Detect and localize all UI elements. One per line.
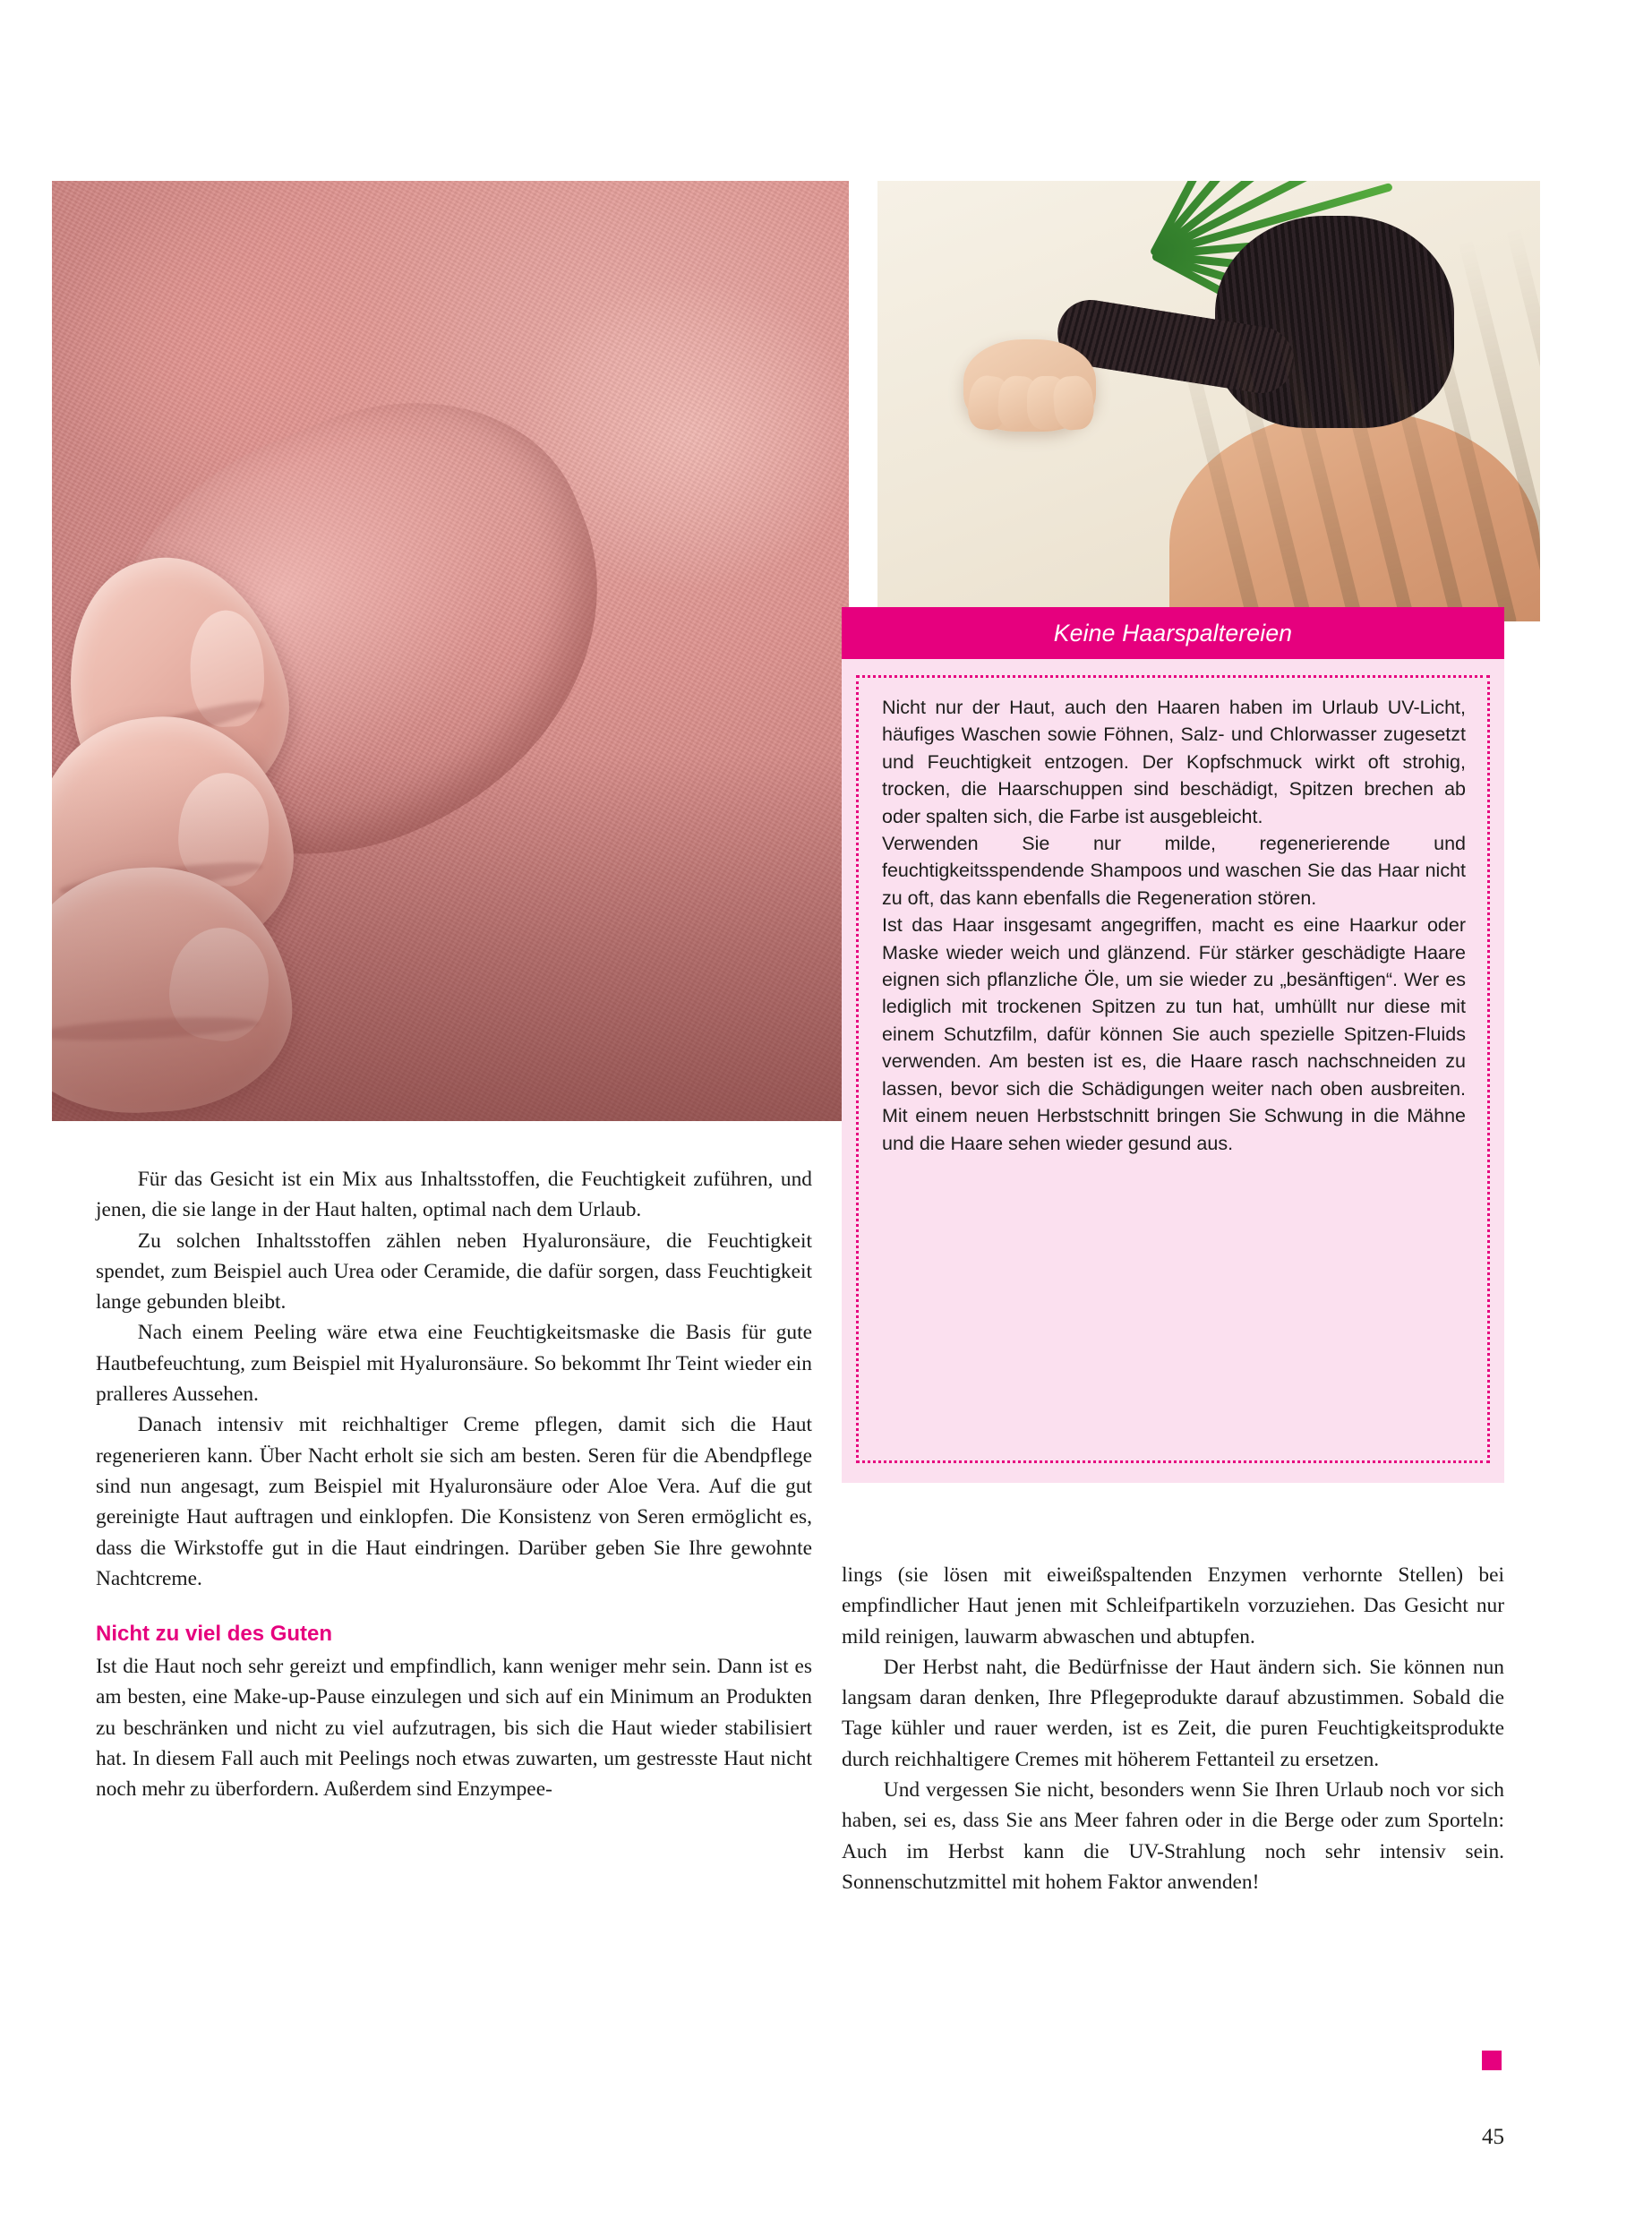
body-paragraph: lings (sie lösen mit eiweißspaltenden Enzymen verhornte Stellen) bei empfindlicher Haut jenen mit Schleifpartikeln vorzuziehen. Das Gesicht nur mild reinigen, lauwarm abwaschen und abtupfen. <box>842 1563 1504 1649</box>
body-paragraph: Nach einem Peeling wäre etwa eine Feuchtigkeitsmaske die Basis für gute Hautbefeuchtung, zum Beispiel mit Hyaluronsäure. So bekommt Ihr Teint wieder ein pralleres Aussehen. <box>96 1321 812 1407</box>
sidebar-box-dotted-frame <box>856 675 1490 1463</box>
sidebar-box-title: Keine Haarspaltereien <box>842 607 1504 659</box>
body-paragraph: Zu solchen Inhaltsstoffen zählen neben Hyaluronsäure, die Feuchtigkeit spendet, zum Beispiel auch Urea oder Ceramide, die dafür sorgen, dass Feuchtigkeit lange gebunden bleibt. <box>96 1229 812 1315</box>
skin-closeup-photo <box>52 181 849 1121</box>
hand-holding-hair <box>963 339 1096 432</box>
sidebar-paragraph: Verwenden Sie nur milde, regenerierende und feuchtigkeitsspendende Shampoos und waschen Sie das Haar nicht zu oft, das kann ebenfalls die Regeneration stören. <box>882 833 1466 909</box>
body-paragraph: Danach intensiv mit reichhaltiger Creme pflegen, damit sich die Haut regenerieren kann. Über Nacht erholt sie sich am besten. Seren für die Abendpflege sind nun angesagt, zum Beispiel mit Hyaluronsäure oder Aloe Vera. Auf die gut gereinigte Haut auftragen und einklopfen. Die Konsistenz von Seren ermöglicht es, dass die Wirkstoffe gut in die Haut eindringen. Darüber geben Sie Ihre gewohnte Nachtcreme. <box>96 1413 812 1590</box>
page-number: 45 <box>1482 2125 1504 2149</box>
body-paragraph: Ist die Haut noch sehr gereizt und empfindlich, kann weniger mehr sein. Dann ist es am besten, eine Make-up-Pause einzulegen und sich auf ein Minimum an Produkten zu beschränken und nicht zu viel aufzutragen, bis sich die Haut wieder stabilisiert hat. In diesem Fall auch mit Peelings noch etwas zuwarten, um gestresste Haut nicht noch mehr zu überfordern. Außerdem sind Enzympee- <box>96 1655 812 1802</box>
sidebar-paragraph: Ist das Haar insgesamt angegriffen, macht es eine Haarkur oder Maske wieder weich und glänzend. Für stärker geschädigte Haare eignen sich pflanzliche Öle, um sie wieder zu „besänftigen“. Wer es lediglich mit trockenen Spitzen zu tun hat, umhüllt nur diese mit einem Schutzfilm, dafür können Sie auch spezielle Spitzen-Fluids verwenden. Am besten ist es, die Haare rasch nachschneiden zu lassen, bevor sich die Schädigungen weiter nach oben ausbreiten. Mit einem neuen Herbstschnitt bringen Sie Schwung in die Mähne und die Haare sehen wieder gesund aus. <box>882 914 1466 1154</box>
sidebar-box <box>842 659 1504 1483</box>
article-column-right <box>842 1560 1504 1897</box>
article-column-left <box>96 1164 812 1805</box>
skin-shadow-gradient <box>52 689 849 1121</box>
end-of-article-mark <box>1482 2051 1502 2070</box>
article-subheading: Nicht zu viel des Guten <box>96 1622 333 1647</box>
hair-photo <box>877 181 1540 621</box>
body-paragraph: Der Herbst naht, die Bedürfnisse der Haut ändern sich. Sie können nun langsam daran denken, Ihre Pflegeprodukte darauf abzustimmen. Sobald die Tage kühler und rauer werden, ist es Zeit, die puren Feuchtigkeitsprodukte durch reichhaltigere Cremes mit höherem Fettanteil zu ersetzen. <box>842 1655 1504 1771</box>
body-paragraph: Und vergessen Sie nicht, besonders wenn Sie Ihren Urlaub noch vor sich haben, sei es, dass Sie ans Meer fahren oder in die Berge oder zum Sporteln: Auch im Herbst kann die UV-Strahlung noch sehr intensiv sein. Sonnenschutzmittel mit hohem Faktor anwenden! <box>842 1778 1504 1894</box>
body-paragraph: Für das Gesicht ist ein Mix aus Inhaltsstoffen, die Feuchtigkeit zuführen, und jenen, die sie lange in der Haut halten, optimal nach dem Urlaub. <box>96 1168 812 1222</box>
sidebar-paragraph: Nicht nur der Haut, auch den Haaren haben im Urlaub UV-Licht, häufiges Waschen sowie Föhnen, Salz- und Chlorwasser zugesetzt und Feuchtigkeit entzogen. Der Kopfschmuck wirkt oft strohig, trocken, die Haarschuppen sind beschädigt, Spitzen brechen ab oder spalten sich, die Farbe ist ausgebleicht. <box>882 697 1466 827</box>
